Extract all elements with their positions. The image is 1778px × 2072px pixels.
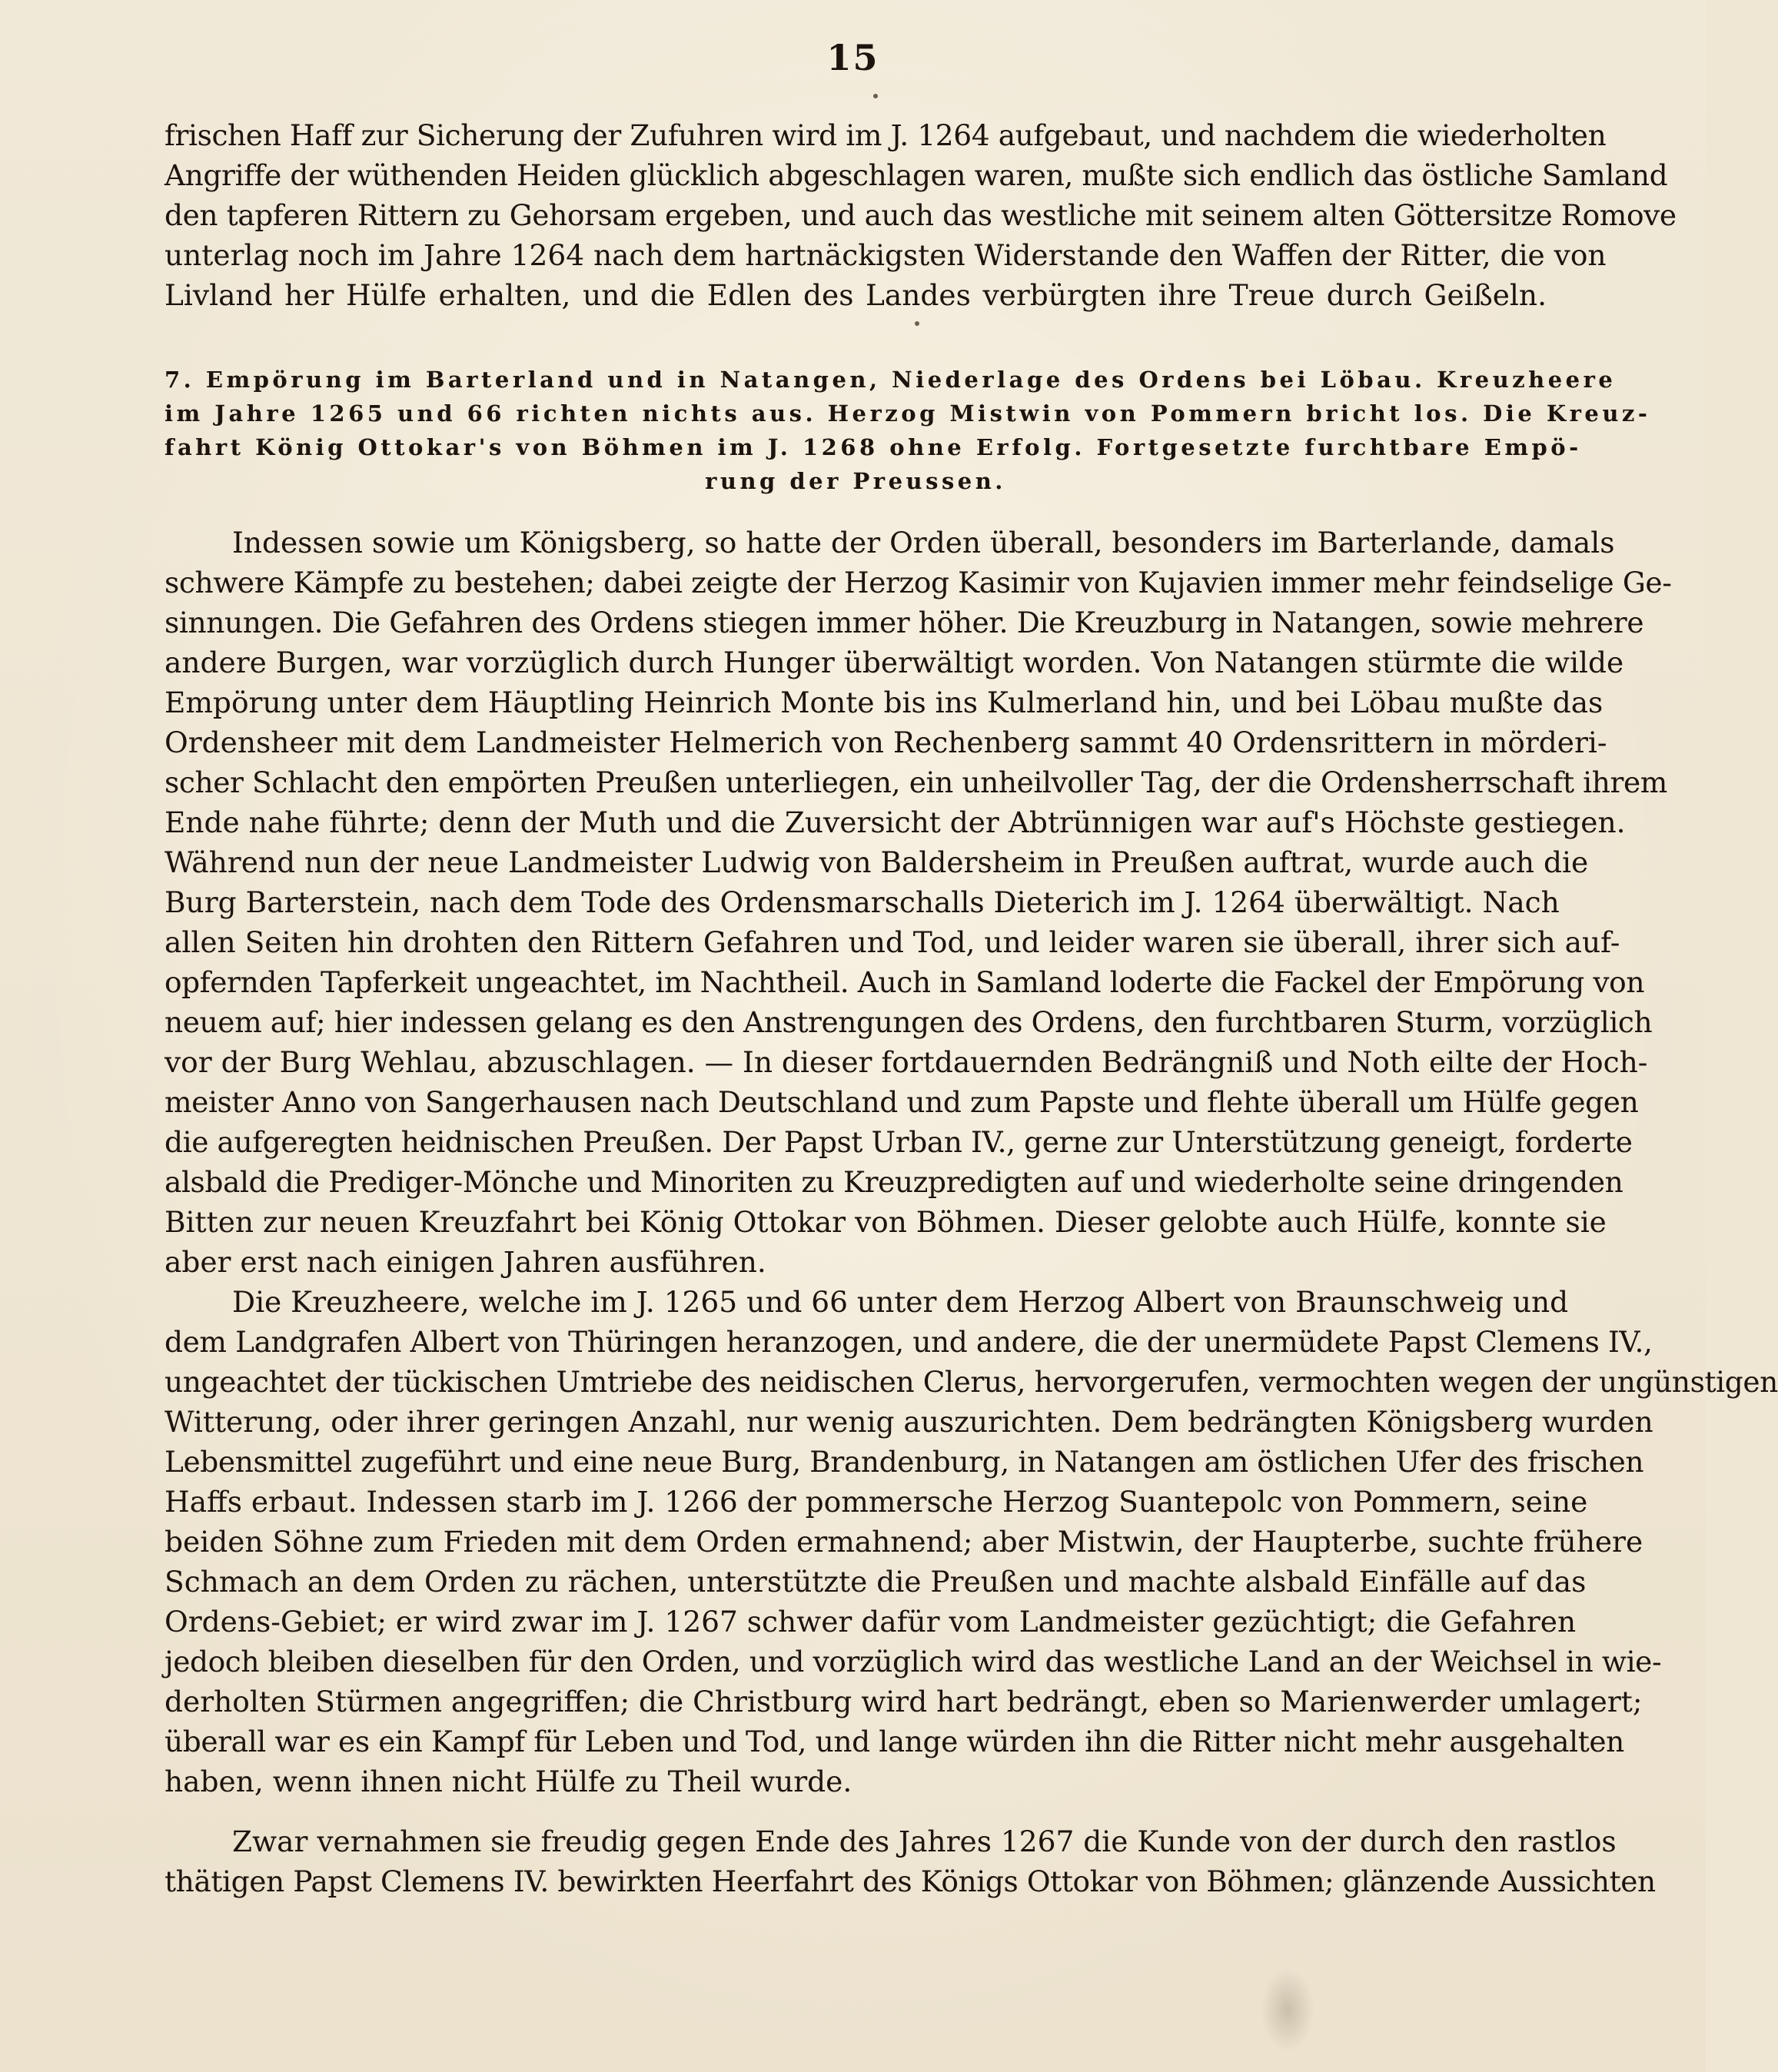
text-line: allen Seiten hin drohten den Rittern Gefahren und Tod, und leider waren sie überall, ihrer sich auf- [165,925,1620,959]
text-line: thätigen Papst Clemens IV. bewirkten Heerfahrt des Königs Ottokar von Böhmen; glänzende Aussichten [165,1864,1656,1898]
text-line: meister Anno von Sangerhausen nach Deutschland und zum Papste und flehte überall um Hülfe gegen [165,1085,1639,1119]
text-line: sinnungen. Die Gefahren des Ordens stiegen immer höher. Die Kreuzburg in Natangen, sowie mehrere [165,606,1644,639]
paper-stain [1261,1967,1314,2052]
text-line: vor der Burg Wehlau, abzuschlagen. — In dieser fortdauernden Bedrängniß und Noth eilte der Hoch- [165,1045,1648,1079]
text-line: Witterung, oder ihrer geringen Anzahl, nur wenig auszurichten. Dem bedrängten Königsberg wurden [165,1405,1653,1439]
page-number: 15 [826,37,879,78]
paragraph-1 [165,523,1672,1282]
text-line: Ende nahe führte; denn der Muth und die Zuversicht der Abtrünnigen war auf's Höchste gestiegen. [165,805,1626,839]
text-line: Schmach an dem Orden zu rächen, unterstützte die Preußen und machte alsbald Einfälle auf das [165,1565,1587,1599]
text-line: frischen Haff zur Sicherung der Zufuhren wird im J. 1264 aufgebaut, und nachdem die wiederholten [165,118,1607,152]
text-line: haben, wenn ihnen nicht Hülfe zu Theil wurde. [165,1765,852,1798]
text-line: Ordens-Gebiet; er wird zwar im J. 1267 schwer dafür vom Landmeister gezüchtigt; die Gefahren [165,1605,1577,1639]
text-line: beiden Söhne zum Frieden mit dem Orden ermahnend; aber Mistwin, der Haupterbe, suchte frühere [165,1525,1643,1559]
text-line: die aufgeregten heidnischen Preußen. Der Papst Urban IV., gerne zur Unterstützung geneigt, forderte [165,1125,1633,1159]
text-line: opfernden Tapferkeit ungeachtet, im Nachtheil. Auch in Samland loderte die Fackel der Empörung von [165,965,1645,999]
text-line: Livland her Hülfe erhalten, und die Edlen des Landes verbürgten ihre Treue durch Geißeln. [165,278,1547,312]
heading-line: im Jahre 1265 und 66 richten nichts aus. Herzog Mistwin von Pommern bricht los. Die Kreuz- [165,400,1651,427]
heading-line: rung der Preussen. [705,468,1006,494]
text-line: neuem auf; hier indessen gelang es den Anstrengungen des Ordens, den furchtbaren Sturm, vorzüglich [165,1005,1653,1039]
text-line: Die Kreuzheere, welche im J. 1265 und 66 unter dem Herzog Albert von Braunschweig und [232,1285,1569,1319]
ink-speck [915,321,919,326]
section-heading [165,363,1651,498]
text-line: ungeachtet der tückischen Umtriebe des neidischen Clerus, hervorgerufen, vermochten wegen der ungünstigen [165,1365,1778,1399]
text-line: jedoch bleiben dieselben für den Orden, und vorzüglich wird das westliche Land an der Weichsel in wie- [165,1645,1662,1679]
text-line: andere Burgen, war vorzüglich durch Hunger überwältigt worden. Von Natangen stürmte die wilde [165,646,1624,679]
text-line: derholten Stürmen angegriffen; die Christburg wird hart bedrängt, eben so Marienwerder umlagert; [165,1685,1643,1718]
text-line: dem Landgrafen Albert von Thüringen heranzogen, und andere, die der unermüdete Papst Clemens IV., [165,1325,1653,1359]
ink-speck [873,94,878,98]
text-line: alsbald die Prediger-Mönche und Minoriten zu Kreuzpredigten auf und wiederholte seine dringenden [165,1165,1623,1199]
heading-line: 7. Empörung im Barterland und in Natangen, Niederlage des Ordens bei Löbau. Kreuzheere [165,367,1617,393]
text-line: Bitten zur neuen Kreuzfahrt bei König Ottokar von Böhmen. Dieser gelobte auch Hülfe, konnte sie [165,1205,1607,1239]
text-line: aber erst nach einigen Jahren ausführen. [165,1245,766,1279]
text-line: den tapferen Rittern zu Gehorsam ergeben, und auch das westliche mit seinem alten Göttersitze Romove [165,198,1677,232]
text-line: schwere Kämpfe zu bestehen; dabei zeigte der Herzog Kasimir von Kujavien immer mehr feindselige Ge- [165,566,1672,599]
text-line: Während nun der neue Landmeister Ludwig von Baldersheim in Preußen auftrat, wurde auch die [165,845,1589,879]
text-line: Lebensmittel zugeführt und eine neue Burg, Brandenburg, in Natangen am östlichen Ufer des frischen [165,1445,1644,1479]
text-line: Angriffe der wüthenden Heiden glücklich abgeschlagen waren, mußte sich endlich das östliche Samland [165,158,1668,192]
text-line: Zwar vernahmen sie freudig gegen Ende des Jahres 1267 die Kunde von der durch den rastlos [232,1825,1617,1858]
text-line: scher Schlacht den empörten Preußen unterliegen, ein unheilvoller Tag, der die Ordensherrschaft ihrem [165,765,1667,799]
paragraph-3 [165,1821,1656,1901]
text-line: Indessen sowie um Königsberg, so hatte der Orden überall, besonders im Barterlande, damals [232,526,1615,560]
heading-line: fahrt König Ottokar's von Böhmen im J. 1268 ohne Erfolg. Fortgesetzte furchtbare Empö- [165,434,1582,460]
text-line: Burg Barterstein, nach dem Tode des Ordensmarschalls Dieterich im J. 1264 überwältigt. Nach [165,885,1560,919]
paragraph-2 [165,1282,1778,1801]
paragraph-top [165,115,1677,315]
text-line: überall war es ein Kampf für Leben und Tod, und lange würden ihn die Ritter nicht mehr ausgehalten [165,1725,1624,1758]
text-line: Empörung unter dem Häuptling Heinrich Monte bis ins Kulmerland hin, und bei Löbau mußte das [165,686,1604,719]
text-line: Ordensheer mit dem Landmeister Helmerich von Rechenberg sammt 40 Ordensrittern in mörderi- [165,726,1607,759]
text-line: Haffs erbaut. Indessen starb im J. 1266 der pommersche Herzog Suantepolc von Pommern, seine [165,1485,1588,1519]
text-line: unterlag noch im Jahre 1264 nach dem hartnäckigsten Widerstande den Waffen der Ritter, die von [165,238,1607,272]
